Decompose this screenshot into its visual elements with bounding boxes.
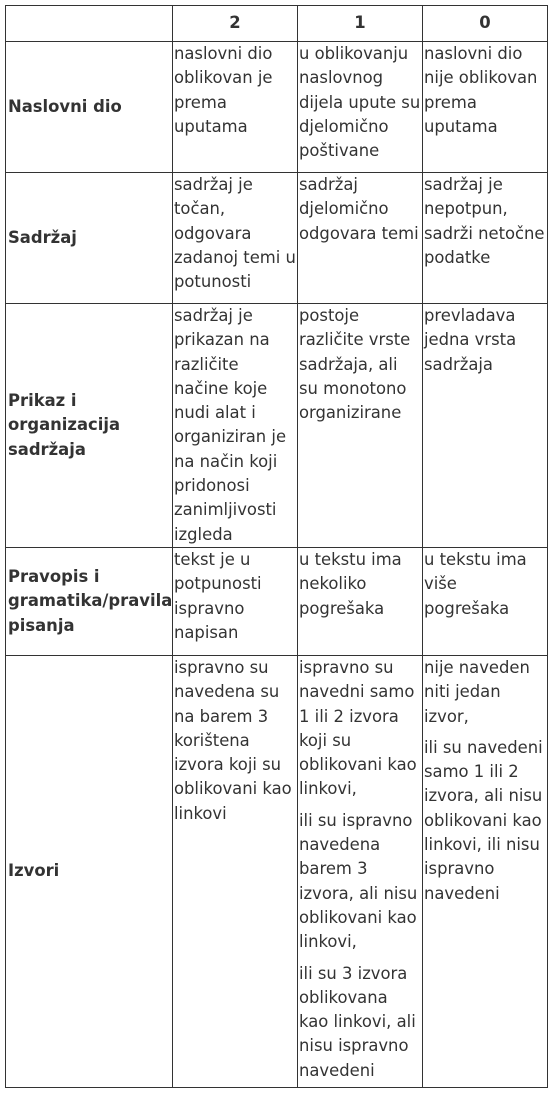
descriptor-cell bbox=[173, 547, 298, 655]
rubric-table bbox=[5, 5, 548, 1088]
criterion-label: Sadržaj bbox=[6, 173, 173, 304]
descriptor-text: sadržaj je nepotpun, sadrži netočne podatke bbox=[424, 175, 545, 267]
descriptor-text: naslovni dio oblikovan je prema uputama bbox=[174, 44, 273, 136]
descriptor-cell bbox=[423, 304, 548, 548]
descriptor-text: sadržaj je prikazan na različite načine koje nudi alat i organiziran je na način koji pridonosi zanimljivosti izgleda bbox=[174, 306, 287, 544]
descriptor-text: ispravno su navedni samo 1 ili 2 izvora koji su oblikovani kao linkovi, bbox=[299, 657, 417, 799]
descriptor-text: sadržaj je točan, odgovara zadanoj temi u potunosti bbox=[174, 175, 296, 292]
descriptor-text: ili su ispravno navedena barem 3 izvora, ali nisu oblikovani kao linkovi, bbox=[299, 810, 418, 952]
descriptor-cell bbox=[173, 655, 298, 1087]
descriptor-cell bbox=[173, 304, 298, 548]
header-corner-cell bbox=[6, 6, 173, 42]
descriptor-cell bbox=[173, 42, 298, 173]
table-row bbox=[6, 547, 548, 655]
score-header-2: 2 bbox=[173, 6, 298, 42]
table-row bbox=[6, 42, 548, 173]
descriptor-cell bbox=[423, 42, 548, 173]
descriptor-text: u tekstu ima nekoliko pogrešaka bbox=[299, 549, 402, 618]
descriptor-cell bbox=[423, 655, 548, 1087]
descriptor-text: ili su navedeni samo 1 ili 2 izvora, ali nisu oblikovani kao linkovi, ili nisu ispravno navedeni bbox=[424, 737, 543, 903]
descriptor-cell bbox=[423, 547, 548, 655]
descriptor-text: u oblikovanju naslovnog dijela upute su djelomično poštivane bbox=[299, 44, 421, 161]
descriptor-cell bbox=[298, 42, 423, 173]
descriptor-cell bbox=[298, 547, 423, 655]
descriptor-text: prevladava jedna vrsta sadržaja bbox=[424, 306, 517, 374]
descriptor-cell bbox=[298, 655, 423, 1087]
table-row bbox=[6, 655, 548, 1087]
descriptor-text: ili su 3 izvora oblikovana kao linkovi, ali nisu ispravno navedeni bbox=[299, 963, 416, 1080]
criterion-label: Naslovni dio bbox=[6, 42, 173, 173]
header-row bbox=[6, 6, 548, 42]
descriptor-cell bbox=[173, 173, 298, 304]
descriptor-cell bbox=[423, 173, 548, 304]
score-header-1: 1 bbox=[298, 6, 423, 42]
criterion-label: Pravopis i gramatika/pravila pisanja bbox=[6, 547, 173, 655]
descriptor-text: sadržaj djelomično odgovara temi bbox=[299, 175, 419, 243]
criterion-label: Izvori bbox=[6, 655, 173, 1087]
descriptor-text: u tekstu ima više pogrešaka bbox=[424, 549, 527, 618]
criterion-label: Prikaz i organizacija sadržaja bbox=[6, 304, 173, 548]
descriptor-text: nije naveden niti jedan izvor, bbox=[424, 657, 530, 726]
descriptor-text: ispravno su navedena su na barem 3 korištena izvora koji su oblikovani kao linkovi bbox=[174, 657, 292, 823]
descriptor-cell bbox=[298, 304, 423, 548]
descriptor-text: postoje različite vrste sadržaja, ali su monotono organizirane bbox=[299, 306, 411, 423]
descriptor-text: naslovni dio nije oblikovan prema uputama bbox=[424, 44, 538, 136]
table-row bbox=[6, 304, 548, 548]
score-header-0: 0 bbox=[423, 6, 548, 42]
table-row bbox=[6, 173, 548, 304]
descriptor-cell bbox=[298, 173, 423, 304]
descriptor-text: tekst je u potpunosti ispravno napisan bbox=[174, 549, 262, 642]
